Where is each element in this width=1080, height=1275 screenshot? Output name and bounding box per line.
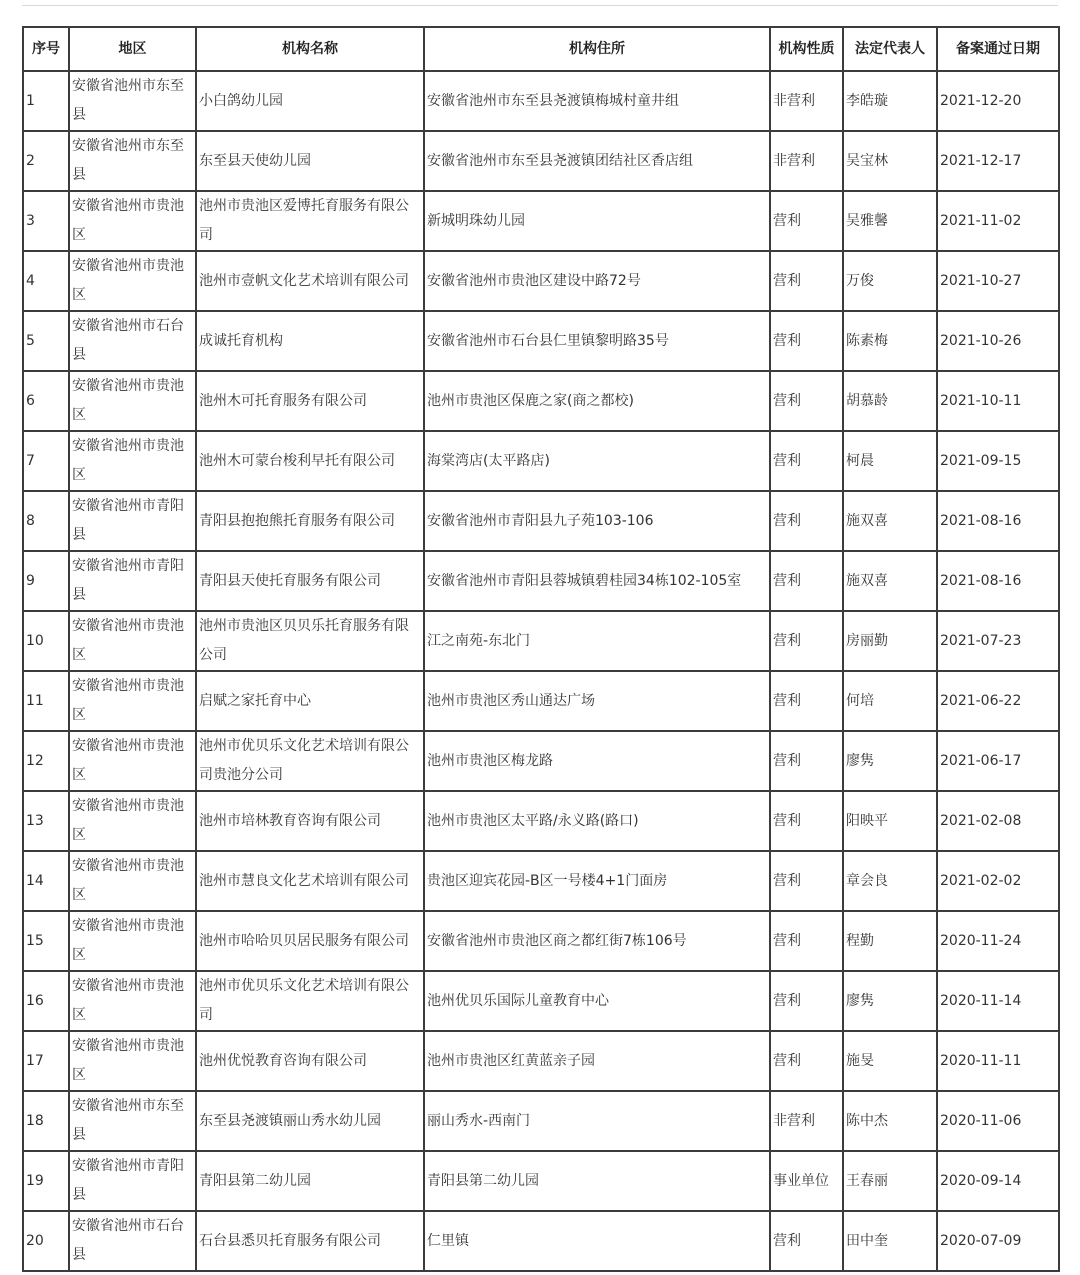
cell-org-address: 池州市贵池区保鹿之家(商之都校) bbox=[424, 371, 770, 431]
cell-legal-rep: 章会良 bbox=[843, 851, 937, 911]
cell-region: 安徽省池州市贵池区 bbox=[69, 431, 196, 491]
cell-approval-date: 2021-07-23 bbox=[937, 611, 1059, 671]
cell-index: 19 bbox=[23, 1151, 69, 1211]
cell-org-address: 安徽省池州市东至县尧渡镇梅城村童井组 bbox=[424, 71, 770, 131]
cell-approval-date: 2021-12-20 bbox=[937, 71, 1059, 131]
cell-legal-rep: 施旻 bbox=[843, 1031, 937, 1091]
cell-legal-rep: 何培 bbox=[843, 671, 937, 731]
cell-org-name: 池州木可蒙台梭利早托有限公司 bbox=[196, 431, 424, 491]
cell-approval-date: 2020-11-14 bbox=[937, 971, 1059, 1031]
cell-region: 安徽省池州市贵池区 bbox=[69, 791, 196, 851]
cell-org-name: 池州市慧良文化艺术培训有限公司 bbox=[196, 851, 424, 911]
cell-region: 安徽省池州市贵池区 bbox=[69, 1031, 196, 1091]
cell-legal-rep: 陈中杰 bbox=[843, 1091, 937, 1151]
table-row bbox=[23, 971, 1059, 1031]
cell-org-type: 营利 bbox=[770, 911, 843, 971]
cell-region: 安徽省池州市贵池区 bbox=[69, 611, 196, 671]
cell-org-name: 东至县尧渡镇丽山秀水幼儿园 bbox=[196, 1091, 424, 1151]
cell-index: 6 bbox=[23, 371, 69, 431]
cell-index: 18 bbox=[23, 1091, 69, 1151]
cell-approval-date: 2021-06-22 bbox=[937, 671, 1059, 731]
cell-index: 8 bbox=[23, 491, 69, 551]
cell-region: 安徽省池州市石台县 bbox=[69, 311, 196, 371]
cell-org-address: 池州市贵池区梅龙路 bbox=[424, 731, 770, 791]
cell-index: 14 bbox=[23, 851, 69, 911]
cell-legal-rep: 陈素梅 bbox=[843, 311, 937, 371]
cell-org-address: 安徽省池州市石台县仁里镇黎明路35号 bbox=[424, 311, 770, 371]
cell-legal-rep: 吴宝林 bbox=[843, 131, 937, 191]
cell-org-name: 石台县悉贝托育服务有限公司 bbox=[196, 1211, 424, 1271]
cell-org-address: 池州市贵池区太平路/永义路(路口) bbox=[424, 791, 770, 851]
table-row bbox=[23, 491, 1059, 551]
cell-org-type: 营利 bbox=[770, 611, 843, 671]
cell-org-name: 小白鸽幼儿园 bbox=[196, 71, 424, 131]
cell-org-address: 安徽省池州市贵池区商之都红街7栋106号 bbox=[424, 911, 770, 971]
table-header-row bbox=[23, 27, 1059, 71]
cell-org-address: 新城明珠幼儿园 bbox=[424, 191, 770, 251]
cell-legal-rep: 吴雅馨 bbox=[843, 191, 937, 251]
cell-approval-date: 2020-09-14 bbox=[937, 1151, 1059, 1211]
cell-index: 9 bbox=[23, 551, 69, 611]
cell-org-address: 安徽省池州市青阳县蓉城镇碧桂园34栋102-105室 bbox=[424, 551, 770, 611]
cell-org-name: 启赋之家托育中心 bbox=[196, 671, 424, 731]
table-row bbox=[23, 1091, 1059, 1151]
top-divider bbox=[22, 5, 1058, 6]
cell-org-name: 池州市壹帆文化艺术培训有限公司 bbox=[196, 251, 424, 311]
cell-approval-date: 2020-11-11 bbox=[937, 1031, 1059, 1091]
cell-org-type: 非营利 bbox=[770, 71, 843, 131]
cell-index: 13 bbox=[23, 791, 69, 851]
cell-approval-date: 2021-02-02 bbox=[937, 851, 1059, 911]
cell-approval-date: 2021-12-17 bbox=[937, 131, 1059, 191]
cell-org-name: 青阳县抱抱熊托育服务有限公司 bbox=[196, 491, 424, 551]
cell-legal-rep: 施双喜 bbox=[843, 491, 937, 551]
table-row bbox=[23, 1211, 1059, 1271]
cell-index: 11 bbox=[23, 671, 69, 731]
cell-org-address: 池州市贵池区红黄蓝亲子园 bbox=[424, 1031, 770, 1091]
cell-approval-date: 2021-09-15 bbox=[937, 431, 1059, 491]
cell-org-type: 营利 bbox=[770, 251, 843, 311]
table-body bbox=[23, 71, 1059, 1271]
cell-index: 7 bbox=[23, 431, 69, 491]
cell-org-type: 营利 bbox=[770, 1031, 843, 1091]
cell-org-name: 池州市培林教育咨询有限公司 bbox=[196, 791, 424, 851]
cell-index: 4 bbox=[23, 251, 69, 311]
cell-org-name: 成诚托育机构 bbox=[196, 311, 424, 371]
cell-org-name: 池州市优贝乐文化艺术培训有限公司贵池分公司 bbox=[196, 731, 424, 791]
cell-approval-date: 2021-08-16 bbox=[937, 491, 1059, 551]
cell-index: 16 bbox=[23, 971, 69, 1031]
cell-index: 17 bbox=[23, 1031, 69, 1091]
cell-region: 安徽省池州市东至县 bbox=[69, 71, 196, 131]
header-region: 地区 bbox=[69, 27, 196, 71]
cell-org-name: 池州市优贝乐文化艺术培训有限公司 bbox=[196, 971, 424, 1031]
cell-legal-rep: 廖隽 bbox=[843, 731, 937, 791]
table-row bbox=[23, 71, 1059, 131]
cell-org-address: 池州市贵池区秀山通达广场 bbox=[424, 671, 770, 731]
header-legal-rep: 法定代表人 bbox=[843, 27, 937, 71]
header-index: 序号 bbox=[23, 27, 69, 71]
cell-index: 3 bbox=[23, 191, 69, 251]
cell-org-type: 营利 bbox=[770, 311, 843, 371]
cell-org-type: 非营利 bbox=[770, 131, 843, 191]
table-row bbox=[23, 611, 1059, 671]
cell-region: 安徽省池州市东至县 bbox=[69, 1091, 196, 1151]
table-row bbox=[23, 311, 1059, 371]
cell-org-type: 事业单位 bbox=[770, 1151, 843, 1211]
cell-legal-rep: 胡慕龄 bbox=[843, 371, 937, 431]
cell-legal-rep: 田中奎 bbox=[843, 1211, 937, 1271]
registration-table bbox=[22, 26, 1060, 1272]
cell-region: 安徽省池州市青阳县 bbox=[69, 491, 196, 551]
table-row bbox=[23, 791, 1059, 851]
cell-org-type: 营利 bbox=[770, 791, 843, 851]
cell-legal-rep: 万俊 bbox=[843, 251, 937, 311]
cell-index: 20 bbox=[23, 1211, 69, 1271]
cell-region: 安徽省池州市贵池区 bbox=[69, 731, 196, 791]
cell-legal-rep: 王春丽 bbox=[843, 1151, 937, 1211]
cell-legal-rep: 廖隽 bbox=[843, 971, 937, 1031]
cell-org-type: 营利 bbox=[770, 551, 843, 611]
cell-region: 安徽省池州市青阳县 bbox=[69, 551, 196, 611]
table-row bbox=[23, 1151, 1059, 1211]
header-org-name: 机构名称 bbox=[196, 27, 424, 71]
cell-region: 安徽省池州市贵池区 bbox=[69, 851, 196, 911]
cell-org-name: 池州市贵池区爱博托育服务有限公司 bbox=[196, 191, 424, 251]
cell-region: 安徽省池州市贵池区 bbox=[69, 371, 196, 431]
cell-index: 1 bbox=[23, 71, 69, 131]
cell-region: 安徽省池州市东至县 bbox=[69, 131, 196, 191]
cell-approval-date: 2021-11-02 bbox=[937, 191, 1059, 251]
cell-org-type: 营利 bbox=[770, 431, 843, 491]
cell-org-type: 营利 bbox=[770, 731, 843, 791]
cell-approval-date: 2021-08-16 bbox=[937, 551, 1059, 611]
cell-legal-rep: 施双喜 bbox=[843, 551, 937, 611]
table-row bbox=[23, 191, 1059, 251]
cell-region: 安徽省池州市贵池区 bbox=[69, 251, 196, 311]
cell-org-type: 营利 bbox=[770, 971, 843, 1031]
cell-index: 12 bbox=[23, 731, 69, 791]
cell-org-address: 安徽省池州市东至县尧渡镇团结社区香店组 bbox=[424, 131, 770, 191]
cell-org-address: 丽山秀水-西南门 bbox=[424, 1091, 770, 1151]
cell-approval-date: 2021-10-26 bbox=[937, 311, 1059, 371]
table-row bbox=[23, 671, 1059, 731]
cell-region: 安徽省池州市青阳县 bbox=[69, 1151, 196, 1211]
cell-org-name: 青阳县第二幼儿园 bbox=[196, 1151, 424, 1211]
cell-org-type: 营利 bbox=[770, 671, 843, 731]
cell-org-address: 青阳县第二幼儿园 bbox=[424, 1151, 770, 1211]
cell-org-address: 江之南苑-东北门 bbox=[424, 611, 770, 671]
cell-approval-date: 2020-11-24 bbox=[937, 911, 1059, 971]
cell-org-name: 池州市贵池区贝贝乐托育服务有限公司 bbox=[196, 611, 424, 671]
cell-index: 10 bbox=[23, 611, 69, 671]
cell-org-name: 池州优悦教育咨询有限公司 bbox=[196, 1031, 424, 1091]
cell-legal-rep: 房丽勤 bbox=[843, 611, 937, 671]
table-row bbox=[23, 1031, 1059, 1091]
cell-legal-rep: 阳映平 bbox=[843, 791, 937, 851]
cell-org-type: 营利 bbox=[770, 191, 843, 251]
table-row bbox=[23, 251, 1059, 311]
cell-org-type: 营利 bbox=[770, 851, 843, 911]
cell-approval-date: 2021-10-27 bbox=[937, 251, 1059, 311]
table-row bbox=[23, 431, 1059, 491]
cell-org-type: 营利 bbox=[770, 371, 843, 431]
cell-approval-date: 2021-10-11 bbox=[937, 371, 1059, 431]
header-approval-date: 备案通过日期 bbox=[937, 27, 1059, 71]
cell-org-name: 东至县天使幼儿园 bbox=[196, 131, 424, 191]
cell-legal-rep: 李皓璇 bbox=[843, 71, 937, 131]
cell-org-type: 营利 bbox=[770, 491, 843, 551]
cell-region: 安徽省池州市贵池区 bbox=[69, 971, 196, 1031]
cell-org-address: 安徽省池州市贵池区建设中路72号 bbox=[424, 251, 770, 311]
cell-legal-rep: 柯晨 bbox=[843, 431, 937, 491]
cell-org-address: 贵池区迎宾花园-B区一号楼4+1门面房 bbox=[424, 851, 770, 911]
header-org-address: 机构住所 bbox=[424, 27, 770, 71]
table-row bbox=[23, 851, 1059, 911]
cell-org-name: 青阳县天使托育服务有限公司 bbox=[196, 551, 424, 611]
table-row bbox=[23, 731, 1059, 791]
table-row bbox=[23, 131, 1059, 191]
cell-org-address: 安徽省池州市青阳县九子苑103-106 bbox=[424, 491, 770, 551]
cell-org-type: 非营利 bbox=[770, 1091, 843, 1151]
cell-index: 15 bbox=[23, 911, 69, 971]
cell-org-address: 仁里镇 bbox=[424, 1211, 770, 1271]
cell-legal-rep: 程勤 bbox=[843, 911, 937, 971]
cell-region: 安徽省池州市贵池区 bbox=[69, 911, 196, 971]
table-row bbox=[23, 371, 1059, 431]
cell-approval-date: 2021-06-17 bbox=[937, 731, 1059, 791]
cell-index: 5 bbox=[23, 311, 69, 371]
cell-org-address: 池州优贝乐国际儿童教育中心 bbox=[424, 971, 770, 1031]
cell-org-type: 营利 bbox=[770, 1211, 843, 1271]
cell-org-address: 海棠湾店(太平路店) bbox=[424, 431, 770, 491]
table-row bbox=[23, 551, 1059, 611]
header-org-type: 机构性质 bbox=[770, 27, 843, 71]
cell-approval-date: 2021-02-08 bbox=[937, 791, 1059, 851]
cell-index: 2 bbox=[23, 131, 69, 191]
cell-region: 安徽省池州市贵池区 bbox=[69, 671, 196, 731]
cell-org-name: 池州木可托育服务有限公司 bbox=[196, 371, 424, 431]
cell-region: 安徽省池州市石台县 bbox=[69, 1211, 196, 1271]
table-row bbox=[23, 911, 1059, 971]
cell-approval-date: 2020-07-09 bbox=[937, 1211, 1059, 1271]
cell-region: 安徽省池州市贵池区 bbox=[69, 191, 196, 251]
cell-org-name: 池州市哈哈贝贝居民服务有限公司 bbox=[196, 911, 424, 971]
cell-approval-date: 2020-11-06 bbox=[937, 1091, 1059, 1151]
